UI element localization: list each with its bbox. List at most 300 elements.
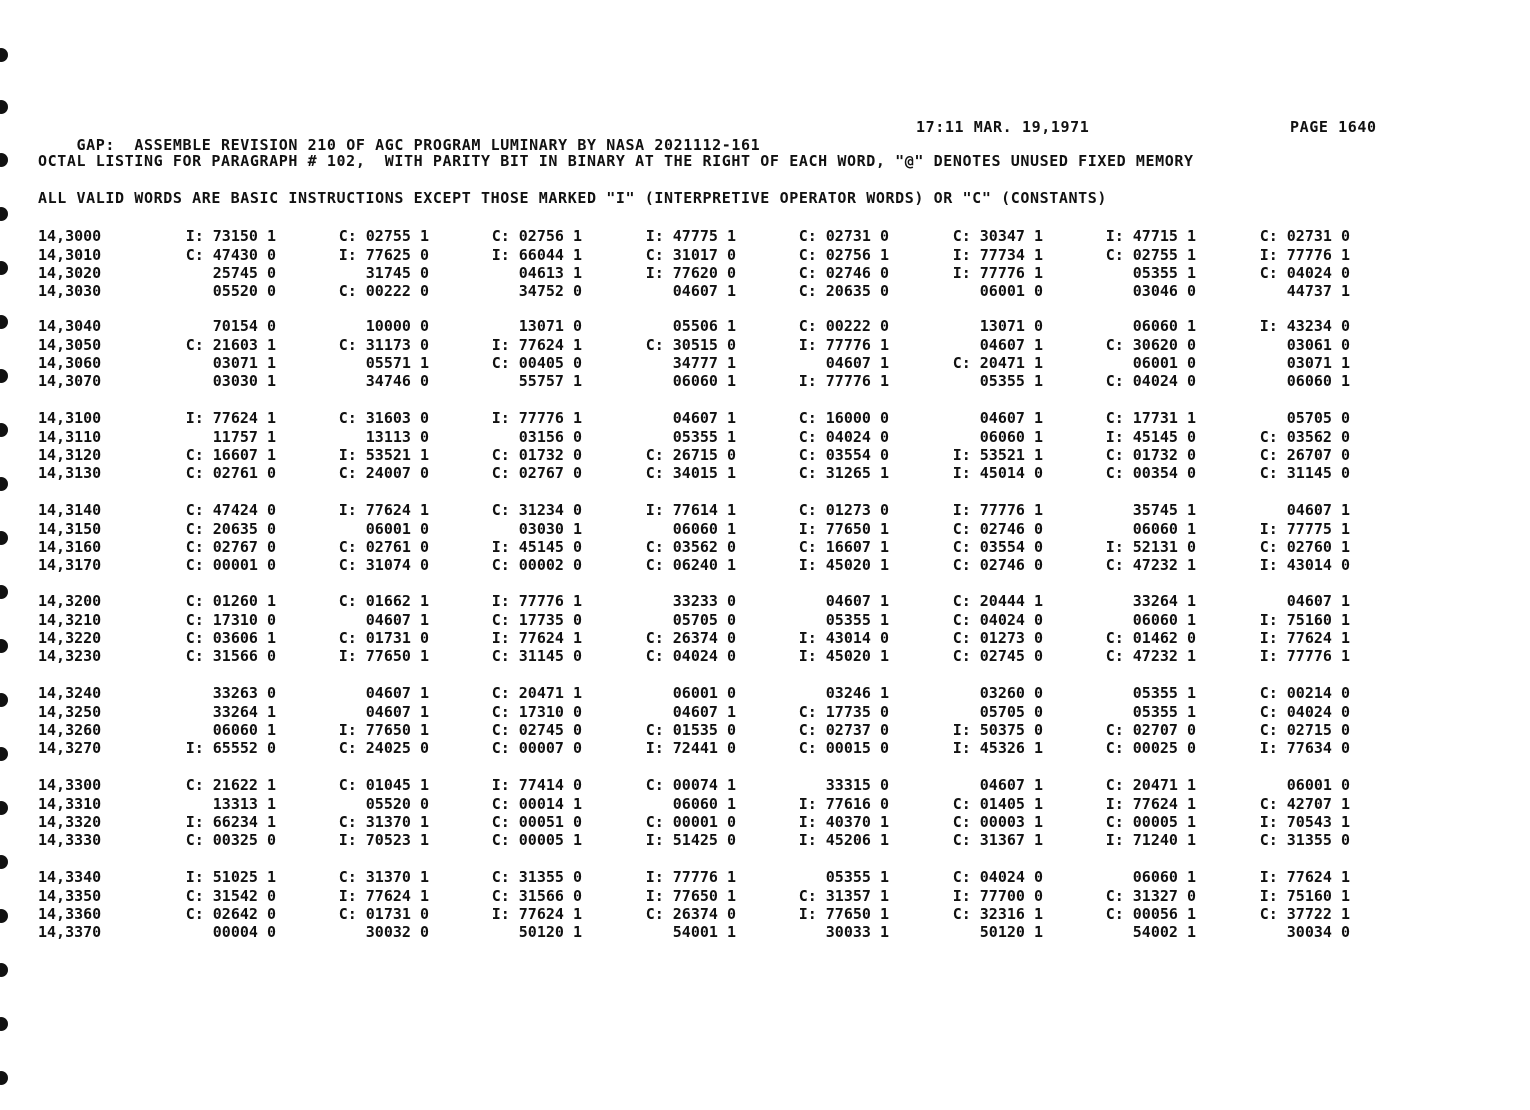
octal-word: C: 00001 0	[645, 813, 736, 831]
octal-word: 04607 1	[1286, 592, 1350, 610]
octal-word: C: 20444 1	[952, 592, 1043, 610]
table-row	[0, 520, 1530, 538]
row-address: 14,3140	[38, 501, 102, 519]
octal-word: 05355 1	[825, 868, 889, 886]
octal-word: 06060 1	[979, 428, 1043, 446]
octal-word: C: 06240 1	[645, 556, 736, 574]
octal-word: I: 47775 1	[645, 227, 736, 245]
octal-word: I: 77776 1	[1259, 647, 1350, 665]
octal-word: C: 04024 0	[952, 868, 1043, 886]
octal-word: 25745 0	[212, 264, 276, 282]
octal-word: 06001 0	[672, 684, 736, 702]
octal-word: 06060 1	[672, 795, 736, 813]
octal-word: C: 20471 1	[491, 684, 582, 702]
octal-word: 05705 0	[672, 611, 736, 629]
octal-word: C: 02761 0	[338, 538, 429, 556]
octal-word: 03030 1	[518, 520, 582, 538]
octal-word: 04607 1	[979, 409, 1043, 427]
octal-word: I: 77624 1	[491, 336, 582, 354]
octal-word: I: 72441 0	[645, 739, 736, 757]
octal-word: C: 01662 1	[338, 592, 429, 610]
table-row	[0, 428, 1530, 446]
table-row	[0, 446, 1530, 464]
octal-word: 04607 1	[1286, 501, 1350, 519]
octal-word: C: 37722 1	[1259, 905, 1350, 923]
octal-word: C: 00005 1	[491, 831, 582, 849]
octal-word: C: 00056 1	[1105, 905, 1196, 923]
octal-word: 03030 1	[212, 372, 276, 390]
octal-word: I: 43234 0	[1259, 317, 1350, 335]
octal-word: C: 21622 1	[185, 776, 276, 794]
table-row	[0, 629, 1530, 647]
octal-word: I: 66234 1	[185, 813, 276, 831]
row-address: 14,3230	[38, 647, 102, 665]
octal-word: 06060 1	[1132, 520, 1196, 538]
octal-word: 30033 1	[825, 923, 889, 941]
octal-word: 04607 1	[672, 282, 736, 300]
octal-word: C: 01732 0	[1105, 446, 1196, 464]
octal-word: I: 77776 1	[491, 592, 582, 610]
octal-word: C: 16000 0	[798, 409, 889, 427]
octal-word: C: 31145 0	[1259, 464, 1350, 482]
octal-word: I: 45326 1	[952, 739, 1043, 757]
row-address: 14,3370	[38, 923, 102, 941]
octal-word: I: 77775 1	[1259, 520, 1350, 538]
octal-word: 05355 1	[672, 428, 736, 446]
table-row	[0, 538, 1530, 556]
octal-word: C: 31265 1	[798, 464, 889, 482]
octal-word: 03071 1	[1286, 354, 1350, 372]
octal-word: C: 00214 0	[1259, 684, 1350, 702]
row-address: 14,3360	[38, 905, 102, 923]
octal-word: I: 77700 0	[952, 887, 1043, 905]
octal-word: C: 02760 1	[1259, 538, 1350, 556]
octal-word: C: 02745 0	[952, 647, 1043, 665]
octal-word: C: 47232 1	[1105, 647, 1196, 665]
row-address: 14,3050	[38, 336, 102, 354]
table-row	[0, 409, 1530, 427]
octal-word: I: 77614 1	[645, 501, 736, 519]
page-number: PAGE 1640	[1290, 118, 1377, 136]
octal-word: 06060 1	[212, 721, 276, 739]
octal-word: C: 01462 0	[1105, 629, 1196, 647]
octal-word: C: 42707 1	[1259, 795, 1350, 813]
octal-word: C: 47424 0	[185, 501, 276, 519]
octal-word: 33315 0	[825, 776, 889, 794]
octal-word: C: 31542 0	[185, 887, 276, 905]
row-address: 14,3130	[38, 464, 102, 482]
octal-word: C: 01045 1	[338, 776, 429, 794]
table-row	[0, 227, 1530, 245]
octal-word: 03061 0	[1286, 336, 1350, 354]
octal-word: I: 77650 1	[338, 721, 429, 739]
octal-word: C: 31370 1	[338, 813, 429, 831]
table-row	[0, 246, 1530, 264]
octal-word: C: 02715 0	[1259, 721, 1350, 739]
octal-word: 35745 1	[1132, 501, 1196, 519]
octal-word: C: 17310 0	[185, 611, 276, 629]
octal-word: I: 45020 1	[798, 647, 889, 665]
feed-hole	[0, 1017, 8, 1031]
row-address: 14,3350	[38, 887, 102, 905]
octal-word: C: 01731 0	[338, 905, 429, 923]
octal-word: I: 70523 1	[338, 831, 429, 849]
octal-word: C: 00001 0	[185, 556, 276, 574]
octal-word: 30034 0	[1286, 923, 1350, 941]
octal-word: C: 26707 0	[1259, 446, 1350, 464]
octal-word: 05355 1	[1132, 684, 1196, 702]
octal-word: C: 30347 1	[952, 227, 1043, 245]
octal-word: C: 20471 1	[952, 354, 1043, 372]
octal-word: I: 77650 1	[798, 520, 889, 538]
row-address: 14,3250	[38, 703, 102, 721]
row-address: 14,3310	[38, 795, 102, 813]
octal-word: I: 43014 0	[798, 629, 889, 647]
header-title: GAP: ASSEMBLE REVISION 210 OF AGC PROGRAM LUMINARY BY NASA 2021112-161	[76, 136, 761, 154]
feed-hole	[0, 1071, 8, 1085]
table-row	[0, 923, 1530, 941]
octal-word: C: 31145 0	[491, 647, 582, 665]
row-address: 14,3120	[38, 446, 102, 464]
octal-word: I: 45145 0	[491, 538, 582, 556]
octal-word: C: 02755 1	[1105, 246, 1196, 264]
octal-word: 06060 1	[1286, 372, 1350, 390]
row-address: 14,3240	[38, 684, 102, 702]
octal-word: C: 01273 0	[952, 629, 1043, 647]
octal-word: C: 00222 0	[338, 282, 429, 300]
octal-word: 00004 0	[212, 923, 276, 941]
listing-description: OCTAL LISTING FOR PARAGRAPH # 102, WITH PARITY BIT IN BINARY AT THE RIGHT OF EACH WORD, "@" DENOTES UNUSED FIXED MEMORY	[38, 152, 1194, 170]
octal-word: 06060 1	[1132, 611, 1196, 629]
row-address: 14,3070	[38, 372, 102, 390]
octal-word: 06001 0	[979, 282, 1043, 300]
octal-word: C: 04024 0	[1259, 264, 1350, 282]
octal-word: I: 51425 0	[645, 831, 736, 849]
octal-word: C: 17310 0	[491, 703, 582, 721]
octal-word: C: 00005 1	[1105, 813, 1196, 831]
octal-word: C: 00325 0	[185, 831, 276, 849]
octal-word: I: 77776 1	[798, 336, 889, 354]
feed-hole	[0, 153, 8, 167]
octal-word: C: 17735 0	[798, 703, 889, 721]
octal-word: C: 03554 0	[952, 538, 1043, 556]
octal-word: C: 00405 0	[491, 354, 582, 372]
octal-word: 30032 0	[365, 923, 429, 941]
octal-word: C: 01535 0	[645, 721, 736, 739]
octal-word: C: 31367 1	[952, 831, 1043, 849]
octal-word: I: 70543 1	[1259, 813, 1350, 831]
octal-word: I: 77776 1	[798, 372, 889, 390]
table-row	[0, 464, 1530, 482]
octal-word: 33233 0	[672, 592, 736, 610]
octal-word: 13071 0	[518, 317, 582, 335]
octal-word: 06060 1	[672, 372, 736, 390]
octal-word: C: 04024 0	[645, 647, 736, 665]
octal-word: 04607 1	[825, 592, 889, 610]
row-address: 14,3260	[38, 721, 102, 739]
octal-word: C: 31355 0	[1259, 831, 1350, 849]
octal-word: C: 00025 0	[1105, 739, 1196, 757]
row-address: 14,3300	[38, 776, 102, 794]
octal-word: C: 03562 0	[645, 538, 736, 556]
row-address: 14,3010	[38, 246, 102, 264]
row-address: 14,3000	[38, 227, 102, 245]
octal-word: C: 30515 0	[645, 336, 736, 354]
octal-word: C: 04024 0	[798, 428, 889, 446]
feed-hole	[0, 963, 8, 977]
octal-word: 11757 1	[212, 428, 276, 446]
octal-word: 05355 1	[825, 611, 889, 629]
octal-word: 10000 0	[365, 317, 429, 335]
table-row	[0, 282, 1530, 300]
octal-word: C: 03562 0	[1259, 428, 1350, 446]
octal-word: I: 75160 1	[1259, 611, 1350, 629]
octal-word: I: 51025 1	[185, 868, 276, 886]
octal-word: 50120 1	[518, 923, 582, 941]
octal-word: I: 66044 1	[491, 246, 582, 264]
table-row	[0, 354, 1530, 372]
header-timestamp: 17:11 MAR. 19,1971	[916, 118, 1090, 136]
octal-word: C: 02755 1	[338, 227, 429, 245]
octal-word: 05355 1	[1132, 264, 1196, 282]
table-row	[0, 372, 1530, 390]
octal-word: I: 77624 1	[1259, 868, 1350, 886]
octal-word: C: 26374 0	[645, 629, 736, 647]
octal-word: C: 02731 0	[798, 227, 889, 245]
octal-word: C: 31074 0	[338, 556, 429, 574]
octal-word: 06001 0	[1132, 354, 1196, 372]
table-row	[0, 868, 1530, 886]
table-row	[0, 556, 1530, 574]
octal-word: C: 26715 0	[645, 446, 736, 464]
octal-word: C: 24007 0	[338, 464, 429, 482]
octal-word: C: 02737 0	[798, 721, 889, 739]
octal-word: C: 00222 0	[798, 317, 889, 335]
octal-word: 05355 1	[979, 372, 1043, 390]
row-address: 14,3150	[38, 520, 102, 538]
octal-word: I: 53521 1	[952, 446, 1043, 464]
row-address: 14,3200	[38, 592, 102, 610]
octal-word: C: 31355 0	[491, 868, 582, 886]
octal-word: 04607 1	[365, 703, 429, 721]
octal-word: 05571 1	[365, 354, 429, 372]
octal-word: 03260 0	[979, 684, 1043, 702]
octal-word: C: 02707 0	[1105, 721, 1196, 739]
table-row	[0, 647, 1530, 665]
octal-word: 34752 0	[518, 282, 582, 300]
octal-word: C: 04024 0	[1259, 703, 1350, 721]
octal-word: C: 03606 1	[185, 629, 276, 647]
octal-word: C: 00354 0	[1105, 464, 1196, 482]
octal-word: C: 20471 1	[1105, 776, 1196, 794]
octal-word: I: 77620 0	[645, 264, 736, 282]
octal-word: I: 77650 1	[338, 647, 429, 665]
row-address: 14,3040	[38, 317, 102, 335]
octal-word: I: 45206 1	[798, 831, 889, 849]
octal-word: 03156 0	[518, 428, 582, 446]
octal-word: C: 02642 0	[185, 905, 276, 923]
octal-word: 34746 0	[365, 372, 429, 390]
octal-word: I: 73150 1	[185, 227, 276, 245]
octal-word: 04607 1	[365, 611, 429, 629]
octal-word: C: 02746 0	[798, 264, 889, 282]
octal-word: C: 21603 1	[185, 336, 276, 354]
octal-word: C: 47232 1	[1105, 556, 1196, 574]
octal-word: 55757 1	[518, 372, 582, 390]
octal-word: I: 43014 0	[1259, 556, 1350, 574]
octal-word: C: 17735 0	[491, 611, 582, 629]
octal-word: C: 00051 0	[491, 813, 582, 831]
octal-word: 04607 1	[825, 354, 889, 372]
table-row	[0, 721, 1530, 739]
octal-word: C: 26374 0	[645, 905, 736, 923]
octal-word: I: 65552 0	[185, 739, 276, 757]
octal-word: 03046 0	[1132, 282, 1196, 300]
feed-hole	[0, 207, 8, 221]
octal-word: I: 77776 1	[645, 868, 736, 886]
octal-word: C: 00074 1	[645, 776, 736, 794]
octal-word: 03246 1	[825, 684, 889, 702]
octal-word: 05506 1	[672, 317, 736, 335]
octal-word: 33264 1	[1132, 592, 1196, 610]
octal-word: C: 30620 0	[1105, 336, 1196, 354]
octal-word: 04607 1	[979, 776, 1043, 794]
octal-word: C: 02746 0	[952, 556, 1043, 574]
octal-word: C: 01732 0	[491, 446, 582, 464]
octal-word: 04607 1	[979, 336, 1043, 354]
feed-hole	[0, 48, 8, 62]
octal-word: C: 20635 0	[185, 520, 276, 538]
octal-word: C: 20635 0	[798, 282, 889, 300]
octal-word: 04607 1	[672, 703, 736, 721]
octal-word: C: 02767 0	[185, 538, 276, 556]
octal-word: 13113 0	[365, 428, 429, 446]
row-address: 14,3100	[38, 409, 102, 427]
octal-word: 04607 1	[672, 409, 736, 427]
octal-word: I: 77624 1	[491, 629, 582, 647]
octal-word: C: 32316 1	[952, 905, 1043, 923]
table-row	[0, 813, 1530, 831]
octal-word: C: 47430 0	[185, 246, 276, 264]
octal-word: I: 77624 1	[1259, 629, 1350, 647]
octal-word: I: 77624 1	[338, 501, 429, 519]
octal-word: C: 31234 0	[491, 501, 582, 519]
octal-word: C: 31327 0	[1105, 887, 1196, 905]
octal-word: C: 31370 1	[338, 868, 429, 886]
octal-word: 04613 1	[518, 264, 582, 282]
row-address: 14,3270	[38, 739, 102, 757]
octal-word: 13313 1	[212, 795, 276, 813]
table-row	[0, 905, 1530, 923]
octal-word: C: 00015 0	[798, 739, 889, 757]
octal-word: C: 01731 0	[338, 629, 429, 647]
octal-word: C: 16607 1	[185, 446, 276, 464]
row-address: 14,3020	[38, 264, 102, 282]
table-row	[0, 739, 1530, 757]
octal-word: 05520 0	[365, 795, 429, 813]
octal-word: 54001 1	[672, 923, 736, 941]
octal-word: I: 77624 1	[338, 887, 429, 905]
assembly-header	[38, 118, 1377, 154]
octal-word: C: 02756 1	[491, 227, 582, 245]
octal-word: I: 40370 1	[798, 813, 889, 831]
octal-word: I: 77734 1	[952, 246, 1043, 264]
octal-word: C: 02731 0	[1259, 227, 1350, 245]
octal-word: 03071 1	[212, 354, 276, 372]
octal-word: 33264 1	[212, 703, 276, 721]
octal-word: I: 77650 1	[645, 887, 736, 905]
feed-hole	[0, 100, 8, 114]
octal-word: I: 77776 1	[491, 409, 582, 427]
row-address: 14,3110	[38, 428, 102, 446]
table-row	[0, 592, 1530, 610]
octal-word: I: 77616 0	[798, 795, 889, 813]
table-row	[0, 776, 1530, 794]
octal-word: C: 00003 1	[952, 813, 1043, 831]
table-row	[0, 264, 1530, 282]
row-address: 14,3170	[38, 556, 102, 574]
octal-word: I: 75160 1	[1259, 887, 1350, 905]
octal-word: 06060 1	[672, 520, 736, 538]
octal-word: I: 71240 1	[1105, 831, 1196, 849]
octal-word: 33263 0	[212, 684, 276, 702]
octal-word: 04607 1	[365, 684, 429, 702]
octal-word: C: 31173 0	[338, 336, 429, 354]
octal-word: I: 45014 0	[952, 464, 1043, 482]
table-row	[0, 501, 1530, 519]
octal-word: C: 02761 0	[185, 464, 276, 482]
table-row	[0, 703, 1530, 721]
row-address: 14,3340	[38, 868, 102, 886]
octal-word: I: 52131 0	[1105, 538, 1196, 556]
octal-word: C: 01260 1	[185, 592, 276, 610]
octal-word: C: 00002 0	[491, 556, 582, 574]
octal-word: C: 31566 0	[185, 647, 276, 665]
octal-word: C: 31603 0	[338, 409, 429, 427]
octal-word: 05355 1	[1132, 703, 1196, 721]
octal-word: C: 31017 0	[645, 246, 736, 264]
feed-hole	[0, 855, 8, 869]
table-row	[0, 684, 1530, 702]
octal-word: C: 01273 0	[798, 501, 889, 519]
octal-word: I: 77776 1	[952, 264, 1043, 282]
octal-word: 05520 0	[212, 282, 276, 300]
row-address: 14,3330	[38, 831, 102, 849]
table-row	[0, 317, 1530, 335]
octal-word: C: 24025 0	[338, 739, 429, 757]
row-address: 14,3210	[38, 611, 102, 629]
octal-word: I: 77634 0	[1259, 739, 1350, 757]
octal-word: I: 45145 0	[1105, 428, 1196, 446]
row-address: 14,3160	[38, 538, 102, 556]
octal-word: 05705 0	[1286, 409, 1350, 427]
table-row	[0, 336, 1530, 354]
octal-word: 06060 1	[1132, 317, 1196, 335]
octal-word: 54002 1	[1132, 923, 1196, 941]
octal-word: I: 53521 1	[338, 446, 429, 464]
octal-word: 70154 0	[212, 317, 276, 335]
octal-word: 05705 0	[979, 703, 1043, 721]
octal-word: C: 02745 0	[491, 721, 582, 739]
octal-word: I: 47715 1	[1105, 227, 1196, 245]
octal-word: 13071 0	[979, 317, 1043, 335]
octal-word: I: 77776 1	[1259, 246, 1350, 264]
octal-word: 06001 0	[1286, 776, 1350, 794]
octal-word: C: 17731 1	[1105, 409, 1196, 427]
octal-word: C: 00007 0	[491, 739, 582, 757]
octal-word: 44737 1	[1286, 282, 1350, 300]
octal-word: I: 77625 0	[338, 246, 429, 264]
